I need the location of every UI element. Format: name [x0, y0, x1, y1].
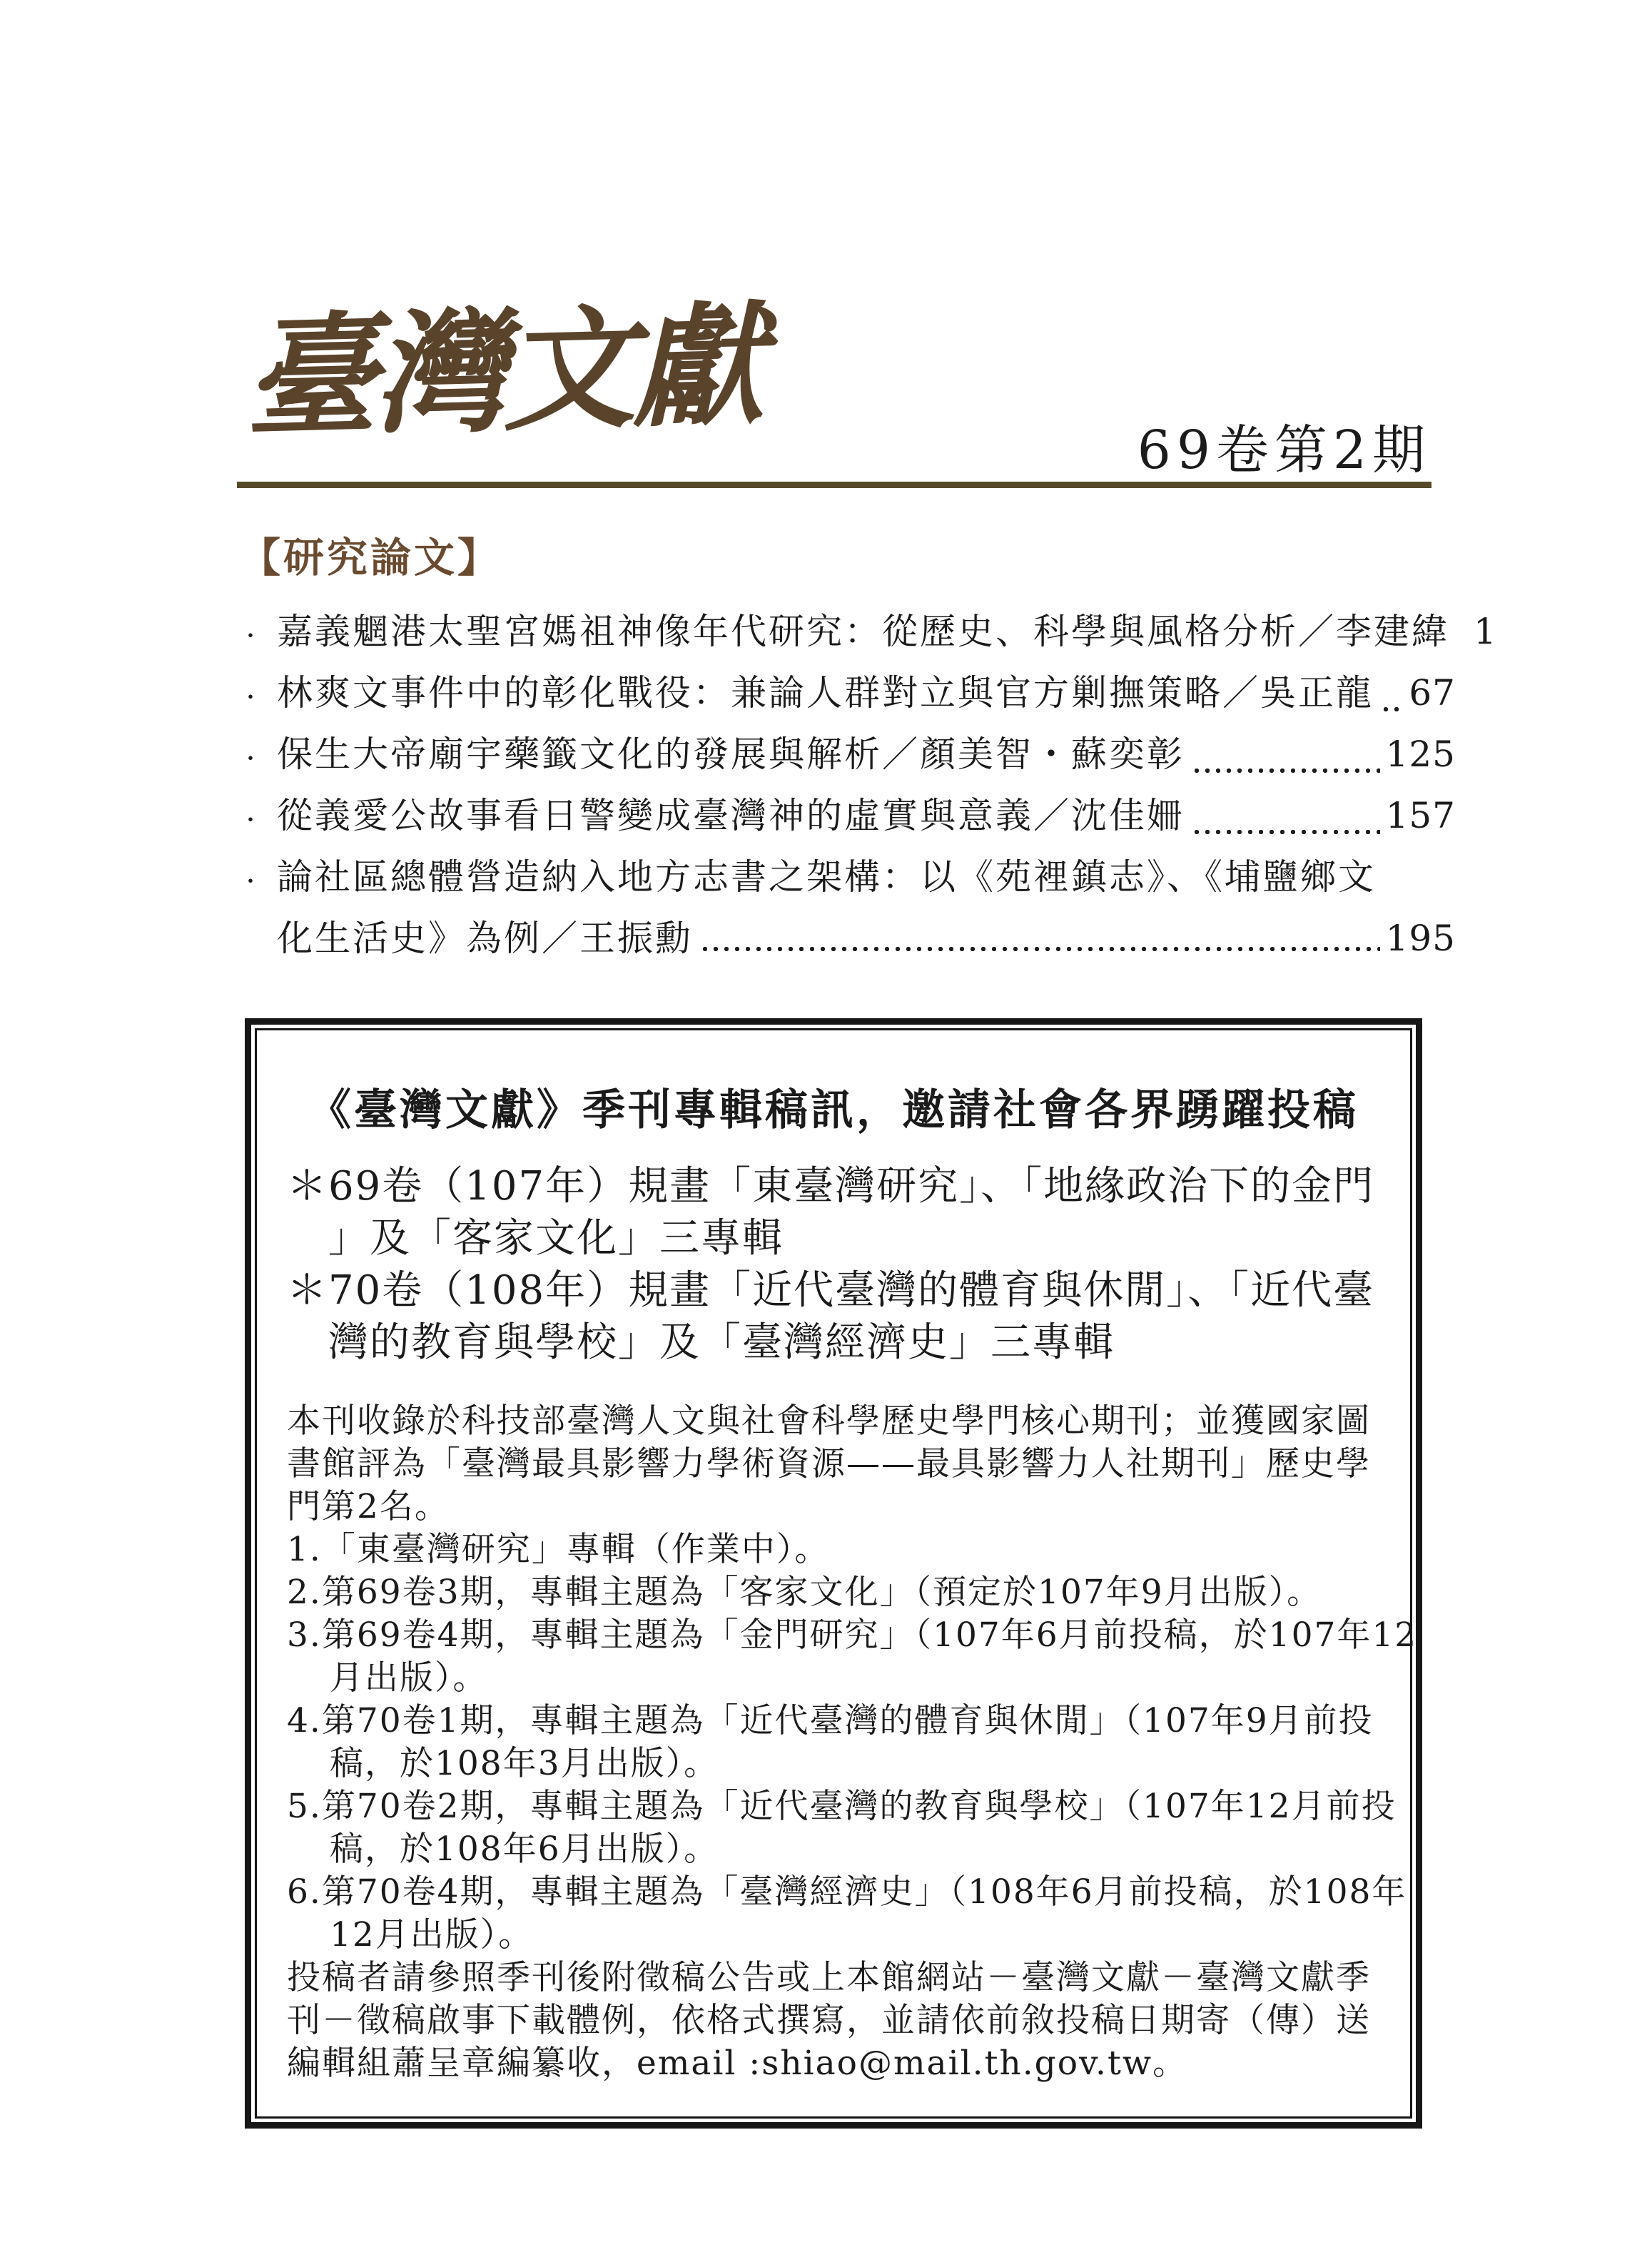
- notice-line: ＊70卷（108年）規畫「近代臺灣的體育與休閒」、「近代臺: [287, 1267, 1375, 1314]
- section-header-research-papers: 【研究論文】: [240, 534, 501, 582]
- toc-row: [240, 911, 1456, 966]
- notice-line: 月出版）。: [330, 1658, 488, 1698]
- toc-list: [240, 604, 1497, 966]
- toc-dot-leader: [1193, 767, 1380, 774]
- toc-entry-text: 論社區總體營造納入地方志書之架構：以《苑裡鎮志》、《埔鹽鄉文: [277, 856, 1376, 898]
- toc-row: [240, 788, 1456, 849]
- toc-row: [240, 604, 1497, 665]
- journal-logo-calligraphy: 臺灣文獻: [242, 287, 764, 456]
- toc-page-number: 125: [1385, 734, 1456, 775]
- toc-page-number: 1: [1474, 611, 1497, 652]
- notice-line: 刊－徵稿啟事下載體例，依格式撰寫，並請依前敘投稿日期寄（傳）送: [287, 2001, 1371, 2040]
- notice-line: 12月出版）。: [330, 1915, 534, 1954]
- toc-dot-leader: [1382, 706, 1403, 713]
- masthead-divider-rule: [237, 482, 1431, 488]
- toc-bullet-dot: ・: [240, 870, 263, 895]
- toc-entry-text: 保生大帝廟宇藥籤文化的發展與解析／顏美智・蘇奕彰: [277, 734, 1185, 775]
- notice-line: 2.第69卷3期，專輯主題為「客家文化」（預定於107年9月出版）。: [287, 1573, 1322, 1612]
- toc-dot-leader: [701, 945, 1380, 953]
- toc-page-number: 67: [1409, 672, 1456, 714]
- notice-line: 3.第69卷4期，專輯主題為「金門研究」（107年6月前投稿，於107年12: [287, 1615, 1418, 1655]
- notice-line: 本刊收錄於科技部臺灣人文與社會科學歷史學門核心期刊；並獲國家圖: [287, 1401, 1371, 1441]
- toc-row: [240, 849, 1456, 911]
- toc-spacer: [1458, 644, 1468, 651]
- toc-entry-text: 林爽文事件中的彰化戰役：兼論人群對立與官方剿撫策略／吳正龍: [277, 672, 1374, 714]
- notice-line: 書館評為「臺灣最具影響力學術資源——最具影響力人社期刊」歷史學: [287, 1444, 1371, 1483]
- notice-line: 4.第70卷1期，專輯主題為「近代臺灣的體育與休閒」（107年9月前投: [287, 1701, 1374, 1740]
- toc-page-number: 195: [1385, 918, 1456, 959]
- notice-line: 5.第70卷2期，專輯主題為「近代臺灣的教育與學校」（107年12月前投: [287, 1787, 1397, 1826]
- toc-bullet-dot: ・: [240, 808, 263, 833]
- notice-line: 稿，於108年6月出版）。: [330, 1830, 719, 1869]
- notice-box: [245, 1018, 1422, 2129]
- toc-entry-text: 化生活史》為例／王振勳: [277, 918, 693, 959]
- toc-page-number: 157: [1385, 795, 1456, 836]
- notice-line: 灣的教育與學校」及「臺灣經濟史」三專輯: [328, 1319, 1115, 1366]
- notice-box-inner: [255, 1028, 1418, 2119]
- toc-bullet-dot: ・: [240, 747, 263, 772]
- notice-line: 」及「客家文化」三專輯: [328, 1215, 784, 1262]
- notice-line: 門第2名。: [287, 1487, 450, 1526]
- notice-title: 《臺灣文獻》季刊專輯稿訊，邀請社會各界踴躍投稿: [308, 1085, 1359, 1135]
- toc-entry-text: 從義愛公故事看日警變成臺灣神的虛實與意義／沈佳姍: [277, 795, 1185, 836]
- toc-entry-text: 嘉義魍港太聖宮媽祖神像年代研究：從歷史、科學與風格分析／李建緯: [277, 611, 1449, 652]
- notice-line: 6.第70卷4期，專輯主題為「臺灣經濟史」（108年6月前投稿，於108年: [287, 1872, 1407, 1912]
- notice-line: 稿，於108年3月出版）。: [330, 1744, 719, 1783]
- notice-line: ＊69卷（107年）規畫「東臺灣研究」、「地緣政治下的金門: [287, 1163, 1375, 1209]
- toc-bullet-dot: ・: [240, 624, 263, 649]
- toc-row: [240, 726, 1456, 788]
- toc-dot-leader: [1193, 828, 1380, 836]
- toc-bullet-dot: ・: [240, 686, 263, 711]
- toc-row: [240, 665, 1456, 726]
- notice-line: 編輯組蕭呈章編纂收，email :shiao@mail.th.gov.tw。: [287, 2044, 1188, 2083]
- issue-label: 69卷第2期: [1137, 420, 1431, 481]
- notice-line: 投稿者請參照季刊後附徵稿公告或上本館網站－臺灣文獻－臺灣文獻季: [287, 1958, 1371, 1997]
- notice-line: 1.「東臺灣研究」專輯（作業中）。: [287, 1530, 830, 1569]
